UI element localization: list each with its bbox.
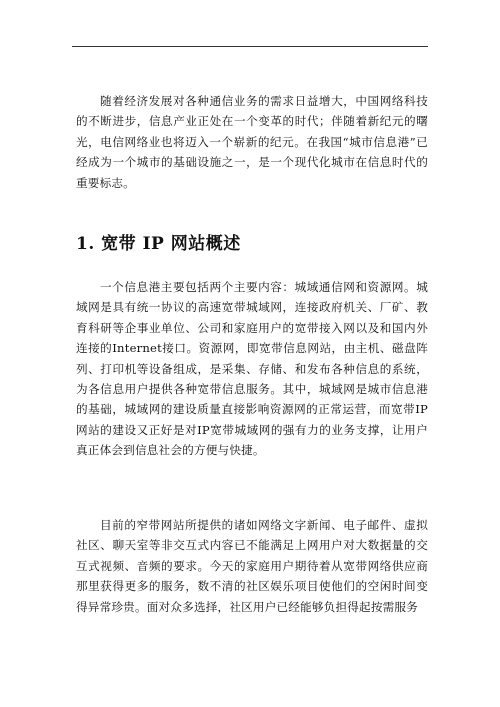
section1-paragraph-2-block bbox=[76, 515, 428, 617]
intro-paragraph-block bbox=[76, 91, 428, 193]
section1-paragraph-1: 一个信息港主要包括两个主要内容：城域通信网和资源网。城域网是具有统一协议的高速宽带城域网，连接政府机关、厂矿、教育科研等企事业单位、公司和家庭用户的宽带接入网以及和国内外连接的Internet接口。资源网，即宽带信息网站，由主机、磁盘阵列、打印机等设备组成，是采集、存储、和发布各种信息的系统，为各信息用户提供各种宽带信息服务。其中，城域网是城市信息港的基础，城域网的建设质量直接影响资源网的正常运营，而宽带IP网站的建设又正好是对IP宽带城域网的强有力的业务支撑，让用户真正体会到信息社会的方便与快捷。 bbox=[76, 280, 428, 458]
intro-paragraph: 随着经济发展对各种通信业务的需求日益增大，中国网络科技的不断进步，信息产业正处在一个变革的时代；伴随着新纪元的曙光，电信网络业也将迈入一个崭新的纪元。在我国“城市信息港”已经成为一个城市的基础设施之一，是一个现代化城市在信息时代的重要标志。 bbox=[76, 94, 428, 190]
section-heading: 1. 宽带 IP 网站概述 bbox=[76, 234, 241, 254]
section1-paragraph-2: 目前的窄带网站所提供的诸如网络文字新闻、电子邮件、虚拟社区、聊天室等非交互式内容已不能满足上网用户对大数据量的交互式视频、音频的要求。今天的家庭用户期待着从宽带网络供应商那里获得更多的服务，数不清的社区娱乐项目使他们的空闲时间变得异常珍贵。面对众多选择，社区用户已经能够负担得起按需服务 bbox=[76, 518, 428, 614]
section1-paragraph-1-block bbox=[76, 277, 428, 461]
header-rule bbox=[72, 46, 428, 47]
